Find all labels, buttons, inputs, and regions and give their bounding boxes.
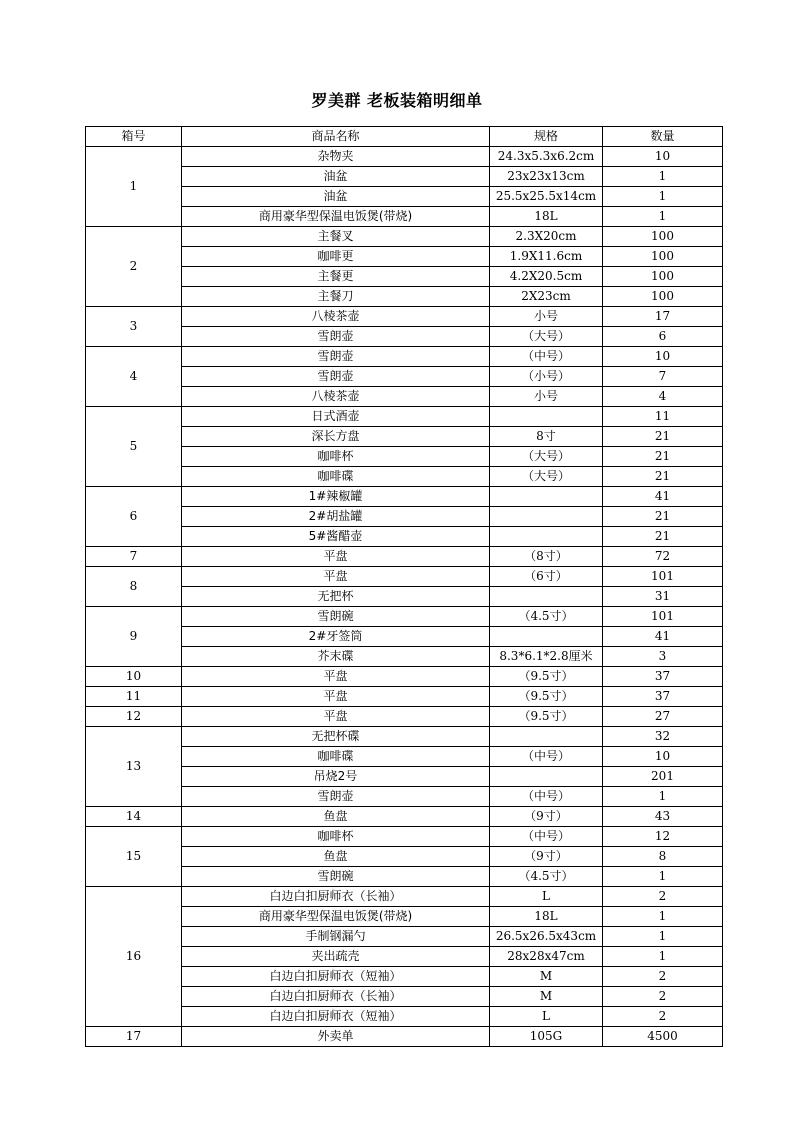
quantity-cell: 8 bbox=[603, 847, 723, 867]
spec-cell: L bbox=[490, 887, 603, 907]
table-header-row bbox=[86, 127, 723, 147]
table-row bbox=[86, 707, 723, 727]
box-number-cell: 11 bbox=[86, 687, 182, 707]
quantity-cell: 21 bbox=[603, 467, 723, 487]
table-row bbox=[86, 527, 723, 547]
product-name-cell: 雪朗壶 bbox=[182, 787, 490, 807]
table-row bbox=[86, 827, 723, 847]
table-row bbox=[86, 927, 723, 947]
product-name-cell: 2#牙签筒 bbox=[182, 627, 490, 647]
table-row bbox=[86, 247, 723, 267]
table-body bbox=[86, 147, 723, 1047]
quantity-cell: 4500 bbox=[603, 1027, 723, 1047]
table-row bbox=[86, 887, 723, 907]
product-name-cell: 八棱茶壶 bbox=[182, 307, 490, 327]
spec-cell: （中号） bbox=[490, 827, 603, 847]
product-name-cell: 咖啡杯 bbox=[182, 827, 490, 847]
quantity-cell: 10 bbox=[603, 747, 723, 767]
quantity-cell: 100 bbox=[603, 267, 723, 287]
product-name-cell: 手制钢漏勺 bbox=[182, 927, 490, 947]
box-number-cell: 13 bbox=[86, 727, 182, 807]
product-name-cell: 八棱茶壶 bbox=[182, 387, 490, 407]
box-number-cell: 15 bbox=[86, 827, 182, 887]
quantity-cell: 41 bbox=[603, 627, 723, 647]
spec-cell bbox=[490, 767, 603, 787]
table-row bbox=[86, 227, 723, 247]
table-row bbox=[86, 647, 723, 667]
table-row bbox=[86, 867, 723, 887]
table-row bbox=[86, 607, 723, 627]
table-row bbox=[86, 567, 723, 587]
box-number-cell: 6 bbox=[86, 487, 182, 547]
product-name-cell: 白边白扣厨师衣（长袖） bbox=[182, 887, 490, 907]
quantity-cell: 100 bbox=[603, 287, 723, 307]
box-number-cell: 4 bbox=[86, 347, 182, 407]
table-row bbox=[86, 907, 723, 927]
table-row bbox=[86, 447, 723, 467]
spec-cell: 105G bbox=[490, 1027, 603, 1047]
product-name-cell: 雪朗碗 bbox=[182, 607, 490, 627]
quantity-cell: 2 bbox=[603, 987, 723, 1007]
box-number-cell: 12 bbox=[86, 707, 182, 727]
table-row bbox=[86, 327, 723, 347]
quantity-cell: 10 bbox=[603, 347, 723, 367]
product-name-cell: 白边白扣厨师衣（短袖） bbox=[182, 1007, 490, 1027]
spec-cell: （4.5寸） bbox=[490, 607, 603, 627]
spec-cell: 小号 bbox=[490, 387, 603, 407]
quantity-cell: 1 bbox=[603, 207, 723, 227]
quantity-cell: 2 bbox=[603, 887, 723, 907]
product-name-cell: 主餐叉 bbox=[182, 227, 490, 247]
quantity-cell: 100 bbox=[603, 227, 723, 247]
table-row bbox=[86, 687, 723, 707]
spec-cell: 8寸 bbox=[490, 427, 603, 447]
table-row bbox=[86, 947, 723, 967]
spec-cell bbox=[490, 587, 603, 607]
table-row bbox=[86, 387, 723, 407]
spec-cell bbox=[490, 727, 603, 747]
product-name-cell: 白边白扣厨师衣（短袖） bbox=[182, 967, 490, 987]
quantity-cell: 1 bbox=[603, 927, 723, 947]
quantity-cell: 101 bbox=[603, 607, 723, 627]
table-row bbox=[86, 367, 723, 387]
spec-cell: 28x28x47cm bbox=[490, 947, 603, 967]
spec-cell: （9.5寸） bbox=[490, 687, 603, 707]
table-row bbox=[86, 347, 723, 367]
quantity-cell: 10 bbox=[603, 147, 723, 167]
quantity-cell: 1 bbox=[603, 947, 723, 967]
quantity-cell: 2 bbox=[603, 967, 723, 987]
spec-cell bbox=[490, 507, 603, 527]
spec-cell: （9.5寸） bbox=[490, 667, 603, 687]
quantity-cell: 2 bbox=[603, 1007, 723, 1027]
product-name-cell: 5#酱醋壶 bbox=[182, 527, 490, 547]
header-quantity: 数量 bbox=[603, 127, 723, 147]
product-name-cell: 油盆 bbox=[182, 167, 490, 187]
box-number-cell: 10 bbox=[86, 667, 182, 687]
product-name-cell: 咖啡碟 bbox=[182, 747, 490, 767]
table-row bbox=[86, 207, 723, 227]
spec-cell: L bbox=[490, 1007, 603, 1027]
spec-cell: 25.5x25.5x14cm bbox=[490, 187, 603, 207]
header-box-number: 箱号 bbox=[86, 127, 182, 147]
spec-cell bbox=[490, 527, 603, 547]
quantity-cell: 32 bbox=[603, 727, 723, 747]
spec-cell: （4.5寸） bbox=[490, 867, 603, 887]
product-name-cell: 夹出疏壳 bbox=[182, 947, 490, 967]
table-row bbox=[86, 667, 723, 687]
quantity-cell: 1 bbox=[603, 187, 723, 207]
spec-cell: 小号 bbox=[490, 307, 603, 327]
table-row bbox=[86, 987, 723, 1007]
spec-cell: 1.9X11.6cm bbox=[490, 247, 603, 267]
spec-cell: （9寸） bbox=[490, 847, 603, 867]
product-name-cell: 主餐更 bbox=[182, 267, 490, 287]
quantity-cell: 27 bbox=[603, 707, 723, 727]
table-row bbox=[86, 1027, 723, 1047]
table-row bbox=[86, 467, 723, 487]
box-number-cell: 7 bbox=[86, 547, 182, 567]
table-row bbox=[86, 427, 723, 447]
header-product-name: 商品名称 bbox=[182, 127, 490, 147]
product-name-cell: 日式酒壶 bbox=[182, 407, 490, 427]
product-name-cell: 吊烧2号 bbox=[182, 767, 490, 787]
product-name-cell: 雪朗壶 bbox=[182, 347, 490, 367]
quantity-cell: 21 bbox=[603, 427, 723, 447]
box-number-cell: 5 bbox=[86, 407, 182, 487]
spec-cell bbox=[490, 407, 603, 427]
spec-cell: （9寸） bbox=[490, 807, 603, 827]
table-row bbox=[86, 967, 723, 987]
table-row bbox=[86, 267, 723, 287]
quantity-cell: 201 bbox=[603, 767, 723, 787]
table-row bbox=[86, 187, 723, 207]
product-name-cell: 芥末碟 bbox=[182, 647, 490, 667]
quantity-cell: 31 bbox=[603, 587, 723, 607]
spec-cell: M bbox=[490, 967, 603, 987]
table-row bbox=[86, 727, 723, 747]
product-name-cell: 鱼盘 bbox=[182, 847, 490, 867]
table-row bbox=[86, 147, 723, 167]
quantity-cell: 101 bbox=[603, 567, 723, 587]
product-name-cell: 无把杯碟 bbox=[182, 727, 490, 747]
table-row bbox=[86, 307, 723, 327]
quantity-cell: 21 bbox=[603, 527, 723, 547]
spec-cell: （大号） bbox=[490, 467, 603, 487]
page-title: 罗美群 老板装箱明细单 bbox=[311, 91, 483, 110]
box-number-cell: 17 bbox=[86, 1027, 182, 1047]
table-row bbox=[86, 1007, 723, 1027]
product-name-cell: 杂物夹 bbox=[182, 147, 490, 167]
quantity-cell: 6 bbox=[603, 327, 723, 347]
spec-cell: 24.3x5.3x6.2cm bbox=[490, 147, 603, 167]
quantity-cell: 1 bbox=[603, 867, 723, 887]
header-spec: 规格 bbox=[490, 127, 603, 147]
product-name-cell: 商用豪华型保温电饭煲(带烧) bbox=[182, 907, 490, 927]
spec-cell: 2.3X20cm bbox=[490, 227, 603, 247]
quantity-cell: 7 bbox=[603, 367, 723, 387]
product-name-cell: 雪朗碗 bbox=[182, 867, 490, 887]
spec-cell: M bbox=[490, 987, 603, 1007]
quantity-cell: 12 bbox=[603, 827, 723, 847]
spec-cell: （大号） bbox=[490, 327, 603, 347]
quantity-cell: 11 bbox=[603, 407, 723, 427]
table-row bbox=[86, 627, 723, 647]
quantity-cell: 72 bbox=[603, 547, 723, 567]
quantity-cell: 1 bbox=[603, 787, 723, 807]
table-row bbox=[86, 287, 723, 307]
product-name-cell: 白边白扣厨师衣（长袖） bbox=[182, 987, 490, 1007]
spec-cell: （8寸） bbox=[490, 547, 603, 567]
spec-cell: 8.3*6.1*2.8厘米 bbox=[490, 647, 603, 667]
product-name-cell: 平盘 bbox=[182, 667, 490, 687]
spec-cell: （中号） bbox=[490, 347, 603, 367]
quantity-cell: 17 bbox=[603, 307, 723, 327]
product-name-cell: 2#胡盐罐 bbox=[182, 507, 490, 527]
quantity-cell: 4 bbox=[603, 387, 723, 407]
table-row bbox=[86, 507, 723, 527]
product-name-cell: 鱼盘 bbox=[182, 807, 490, 827]
table-row bbox=[86, 747, 723, 767]
product-name-cell: 平盘 bbox=[182, 707, 490, 727]
quantity-cell: 41 bbox=[603, 487, 723, 507]
product-name-cell: 平盘 bbox=[182, 687, 490, 707]
box-number-cell: 3 bbox=[86, 307, 182, 347]
product-name-cell: 咖啡更 bbox=[182, 247, 490, 267]
product-name-cell: 主餐刀 bbox=[182, 287, 490, 307]
table-row bbox=[86, 407, 723, 427]
product-name-cell: 无把杯 bbox=[182, 587, 490, 607]
spec-cell: 18L bbox=[490, 907, 603, 927]
quantity-cell: 1 bbox=[603, 907, 723, 927]
quantity-cell: 37 bbox=[603, 687, 723, 707]
spec-cell: （中号） bbox=[490, 787, 603, 807]
spec-cell: （大号） bbox=[490, 447, 603, 467]
product-name-cell: 咖啡杯 bbox=[182, 447, 490, 467]
spec-cell: 26.5x26.5x43cm bbox=[490, 927, 603, 947]
quantity-cell: 100 bbox=[603, 247, 723, 267]
spec-cell: 4.2X20.5cm bbox=[490, 267, 603, 287]
table-row bbox=[86, 487, 723, 507]
spec-cell: （中号） bbox=[490, 747, 603, 767]
table-row bbox=[86, 547, 723, 567]
spec-cell: （9.5寸） bbox=[490, 707, 603, 727]
spec-cell: 2X23cm bbox=[490, 287, 603, 307]
product-name-cell: 雪朗壶 bbox=[182, 367, 490, 387]
box-number-cell: 8 bbox=[86, 567, 182, 607]
table-row bbox=[86, 587, 723, 607]
product-name-cell: 油盆 bbox=[182, 187, 490, 207]
box-number-cell: 2 bbox=[86, 227, 182, 307]
product-name-cell: 平盘 bbox=[182, 547, 490, 567]
box-number-cell: 1 bbox=[86, 147, 182, 227]
spec-cell bbox=[490, 487, 603, 507]
table-row bbox=[86, 167, 723, 187]
product-name-cell: 1#辣椒罐 bbox=[182, 487, 490, 507]
quantity-cell: 3 bbox=[603, 647, 723, 667]
product-name-cell: 外卖单 bbox=[182, 1027, 490, 1047]
box-number-cell: 16 bbox=[86, 887, 182, 1027]
spec-cell: 18L bbox=[490, 207, 603, 227]
quantity-cell: 37 bbox=[603, 667, 723, 687]
quantity-cell: 1 bbox=[603, 167, 723, 187]
table-row bbox=[86, 767, 723, 787]
box-number-cell: 9 bbox=[86, 607, 182, 667]
spec-cell bbox=[490, 627, 603, 647]
product-name-cell: 深长方盘 bbox=[182, 427, 490, 447]
quantity-cell: 21 bbox=[603, 507, 723, 527]
table-row bbox=[86, 787, 723, 807]
product-name-cell: 商用豪华型保温电饭煲(带烧) bbox=[182, 207, 490, 227]
spec-cell: 23x23x13cm bbox=[490, 167, 603, 187]
table-row bbox=[86, 807, 723, 827]
spec-cell: （6寸） bbox=[490, 567, 603, 587]
quantity-cell: 43 bbox=[603, 807, 723, 827]
product-name-cell: 平盘 bbox=[182, 567, 490, 587]
table-row bbox=[86, 847, 723, 867]
product-name-cell: 咖啡碟 bbox=[182, 467, 490, 487]
packing-list-table bbox=[85, 126, 723, 1047]
spec-cell: （小号） bbox=[490, 367, 603, 387]
quantity-cell: 21 bbox=[603, 447, 723, 467]
box-number-cell: 14 bbox=[86, 807, 182, 827]
product-name-cell: 雪朗壶 bbox=[182, 327, 490, 347]
